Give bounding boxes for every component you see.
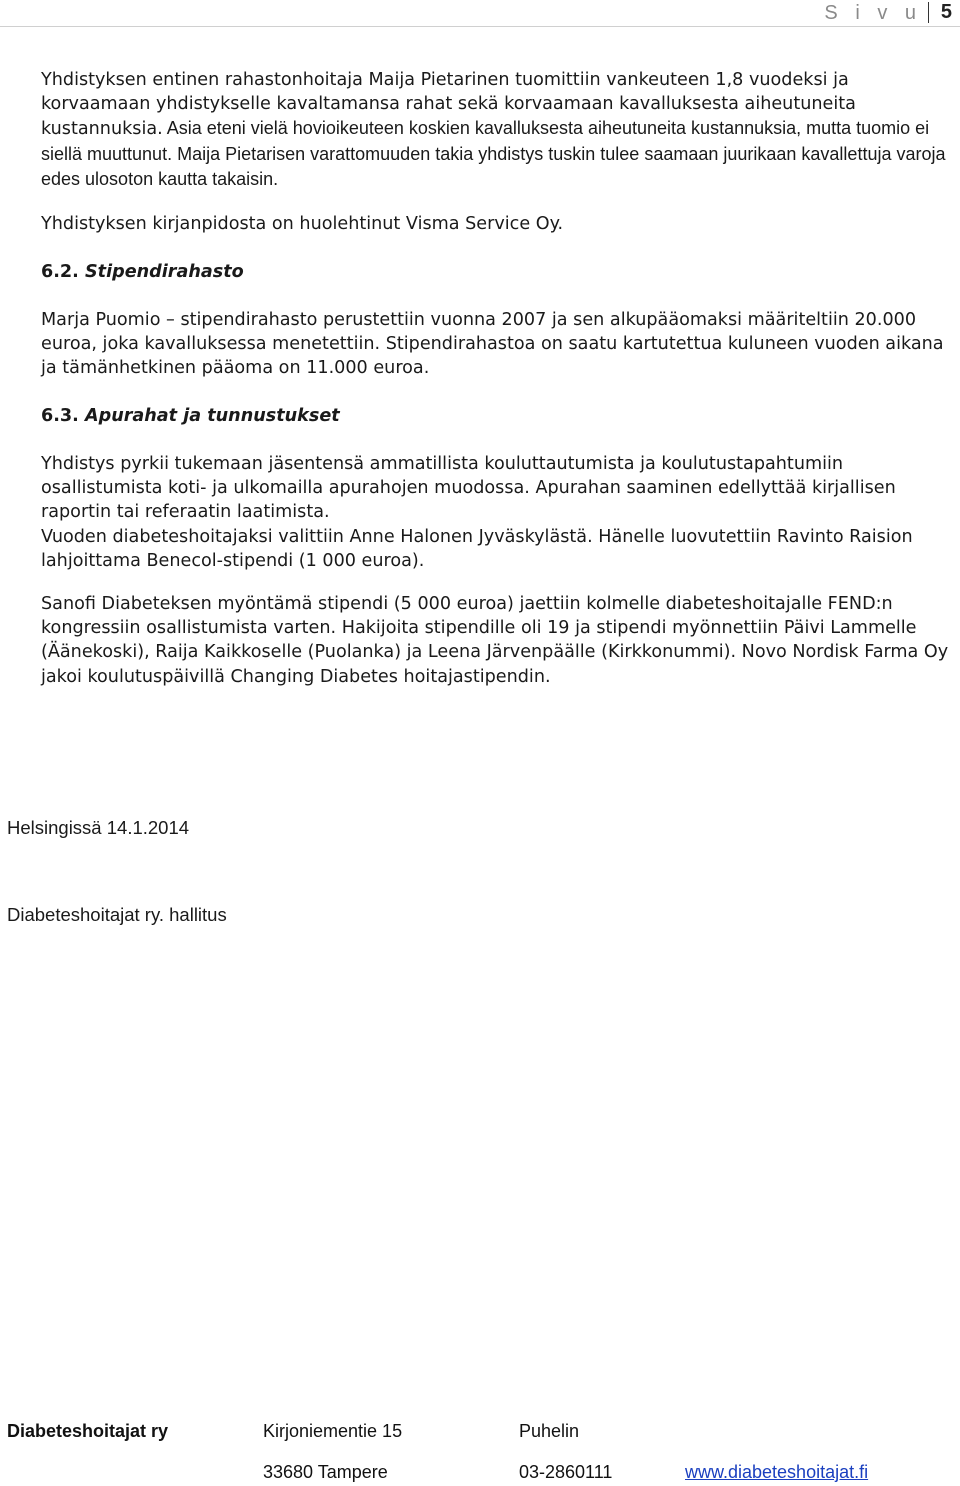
p5-text-b: Hakijoita stipendille oli 19 ja stipendi myönnettiin Päivi Lammelle (Äänekoski), Raija Kaikkoselle (Puolanka) ja Leena Järvenpäälle (Kirkkonummi). [41,618,917,663]
signer: Diabeteshoitajat ry. hallitus [7,904,227,925]
paragraph-scholarship-fund [41,308,956,381]
p2-text: Yhdistyksen kirjanpidosta on huolehtinut Visma Service Oy. [41,214,564,234]
p4-text-b: Apurahan saaminen edellyttää kirjallisen raportin tai referaatin laatimista. [41,478,896,523]
s63-title: Apurahat ja tunnustukset [85,406,340,426]
footer-phone: 03-2860111 [519,1462,613,1482]
footer-city: 33680 Tampere [263,1462,388,1482]
paragraph-sanofi [41,592,956,689]
p1-text-c: Maija Pietarisen varattomuuden takia yhdistys tuskin tulee saamaan juurikaan kavallettuja varoja edes ulosoton kautta takaisin. [41,143,946,189]
page-number: 5 [940,1,952,23]
p4-text-d: Hänelle luovutettiin Ravinto Raision lahjoittama Benecol-stipendi (1 000 euroa). [41,526,913,571]
p3-text-b: Stipendirahastoa on saatu kartutettua kuluneen vuoden aikana ja tämänhetkinen pääoma on 11.000 euroa. [41,334,944,379]
p5-text-a: Sanofi Diabeteksen myöntämä stipendi (5 000 euroa) jaettiin kolmelle diabeteshoitajalle FEND:n kongressiin osallistumista varten. [41,594,893,639]
footer-website-link[interactable]: www.diabeteshoitajat.fi [685,1462,869,1482]
footer-org: Diabeteshoitajat ry [7,1421,169,1441]
s62-title: Stipendirahasto [85,262,244,282]
p4-text-a: Yhdistys pyrkii tukemaan jäsentensä ammatillista kouluttautumista ja koulutustapahtumiin osallistumista koti- ja ulkomailla apurahojen muodossa. [41,454,844,499]
paragraph-embezzlement [41,68,956,192]
paragraph-grants [41,452,956,573]
page-label: S i v u [824,2,922,24]
paragraph-accounting [41,212,956,236]
footer-phone-label: Puhelin [519,1421,580,1441]
p5-text-c: Novo Nordisk Farma Oy jakoi koulutuspäivillä Changing Diabetes hoitajastipendin. [41,642,949,687]
place-date: Helsingissä 14.1.2014 [7,817,190,838]
section-heading-6-3 [41,404,956,428]
p3-text-a: Marja Puomio – stipendirahasto perustettiin vuonna 2007 ja sen alkupääomaksi määriteltiin 20.000 euroa, joka kavalluksessa menetettiin. [41,310,917,355]
footer-street: Kirjoniementie 15 [263,1421,403,1441]
p1-text-b: Asia eteni vielä hovioikeuteen koskien kavalluksesta aiheutuneita kustannuksia, mutta tuomio ei siellä muuttunut. [41,118,930,164]
s63-number: 6.3. [41,406,79,426]
page-header [0,0,960,27]
p1-text-a: Yhdistyksen entinen rahastonhoitaja Maija Pietarinen tuomittiin vankeuteen 1,8 vuodeksi ja korvaamaan yhdistykselle kavaltamansa rahat sekä korvaamaan kavalluksesta aiheutuneita kustannuksia. [41,70,856,140]
section-heading-6-2 [41,260,956,284]
s62-number: 6.2. [41,262,79,282]
p4-text-c: Vuoden diabeteshoitajaksi valittiin Anne Halonen Jyväskylästä. [41,526,593,547]
page-separator [928,2,929,23]
